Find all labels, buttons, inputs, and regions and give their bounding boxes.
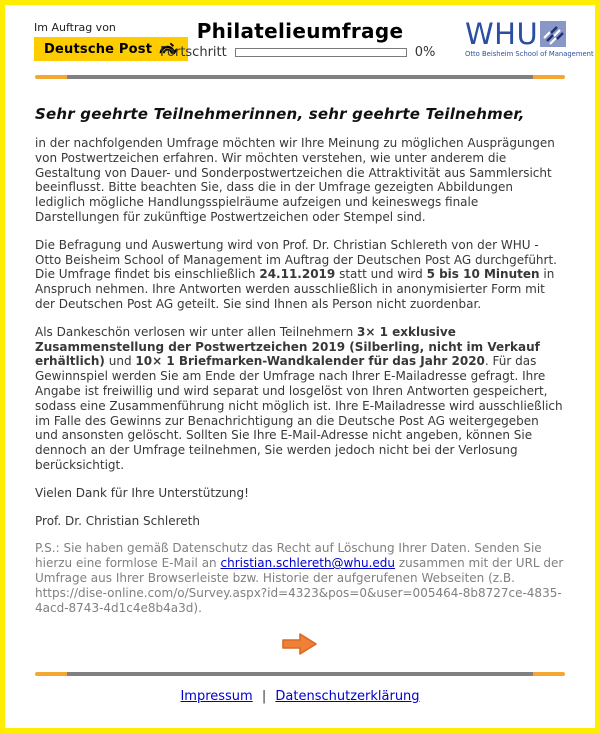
- progress-section: [160, 45, 435, 60]
- text-segment: P.S.: Sie haben gemäß Datenschutz das Recht auf Löschung Ihrer Daten. Senden Sie hierzu eine formlose E-Mail an: [35, 541, 542, 571]
- paragraph-ps: [35, 541, 565, 615]
- next-button[interactable]: [279, 629, 321, 659]
- text-segment: statt und wird: [335, 267, 427, 282]
- progress-label: Fortschritt: [160, 45, 227, 60]
- progress-value: 0%: [414, 45, 436, 60]
- email-link[interactable]: christian.schlereth@whu.edu: [220, 556, 395, 571]
- salutation: Sehr geehrte Teilnehmerinnen, sehr geehrte Teilnehmer,: [35, 105, 525, 123]
- text-segment: 5 bis 10 Minuten: [426, 267, 540, 282]
- text-segment: 24.11.2019: [259, 267, 336, 282]
- navigation-row: [35, 629, 565, 661]
- paragraph-study-info: [35, 238, 565, 312]
- paragraph-intro: [35, 136, 565, 225]
- header: [5, 5, 595, 75]
- datenschutz-link[interactable]: Datenschutzerklärung: [275, 689, 420, 704]
- text-segment: Als Dankeschön verlosen wir unter allen Teilnehmern: [35, 324, 357, 339]
- whu-subtitle: Otto Beisheim School of Management: [465, 50, 594, 58]
- text-segment: in Anspruch nehmen. Ihre Antworten werden ausschließlich in anonymisierter Form mit der Deutschen Post AG geteilt. Sie sind Ihnen als Person nicht zuordenbar.: [35, 267, 555, 311]
- text-segment: 10× 1 Briefmarken-Wandkalender für das Jahr 2020: [135, 354, 485, 369]
- text-segment: . Für das Gewinnspiel werden Sie am Ende der Umfrage nach Ihrer E-Mailadresse gefragt. Ihre Angabe ist freiwillig und wird separat und losgelöst von Ihren Antworten gespeichert, sodass eine Zusammenführung nicht möglich ist. Ihre E-Mailadresse wird ausschließlich im Falle des Gewinns zur Benachrichtigung an die Deutsche Post AG weitergegeben und ansonsten gelöscht. Sollten Sie Ihre E-Mail-Adresse nicht angeben, können Sie dennoch an der Umfrage teilnehmen, Sie werden jedoch nicht bei der Verlosung berücksichtigt.: [35, 354, 563, 472]
- footer: [5, 676, 595, 728]
- next-arrow-icon: [281, 645, 319, 660]
- paragraph-raffle: [35, 325, 565, 473]
- text-segment: Die Befragung und Auswertung wird von Prof. Dr. Christian Schlereth von der WHU - Otto Beisheim School of Management im Auftrag der Deutschen Post AG durchgeführt. Die Umfrage findet bis einschließlich: [35, 237, 557, 282]
- impressum-link[interactable]: Impressum: [180, 689, 253, 704]
- text-segment: zusammen mit der URL der Umfrage aus Ihrer Browserleiste bzw. Historie der aufgerufenen Webseiten (z.B. https://dise-online.com/o/Survey.aspx?id=4323&pos=0&user=005464-8b8727ce-4835-4acd-8743-4d1c4e8b4a3d).: [35, 556, 564, 615]
- paragraph-thanks: Vielen Dank für Ihre Unterstützung!: [35, 485, 249, 500]
- whu-emblem-icon: [540, 21, 566, 47]
- deutsche-post-logo-text: Deutsche Post: [44, 41, 153, 57]
- paragraph-signature: Prof. Dr. Christian Schlereth: [35, 513, 200, 528]
- page-title: Philatelieumfrage: [196, 19, 404, 43]
- whu-logo: [465, 17, 594, 58]
- text-segment: und: [104, 354, 136, 369]
- progress-bar: [235, 48, 407, 57]
- commissioned-by-label: Im Auftrag von: [34, 21, 116, 34]
- footer-separator: |: [261, 689, 267, 704]
- whu-logo-text: WHU: [465, 17, 539, 51]
- main-content: [5, 79, 595, 672]
- text-segment: 3× 1 exklusive Zusammenstellung der Postwertzeichen 2019 (Silberling, nicht im Verkauf erhältlich): [35, 324, 540, 369]
- text-segment: in der nachfolgenden Umfrage möchten wir Ihre Meinung zu möglichen Ausprägungen von Postwertzeichen erfahren. Wir möchten verstehen, wie unter anderem die Gestaltung von Dauer- und Sonderpostwertzeichen die Attraktivität aus Sammlersicht beeinflusst. Bitte beachten Sie, dass die in der Umfrage gezeigten Abbildungen lediglich mögliche Handlungsspielräume aufzeigen und keineswegs finale Darstellungen für zukünftige Postwertzeichen oder Stempel sind.: [35, 136, 555, 224]
